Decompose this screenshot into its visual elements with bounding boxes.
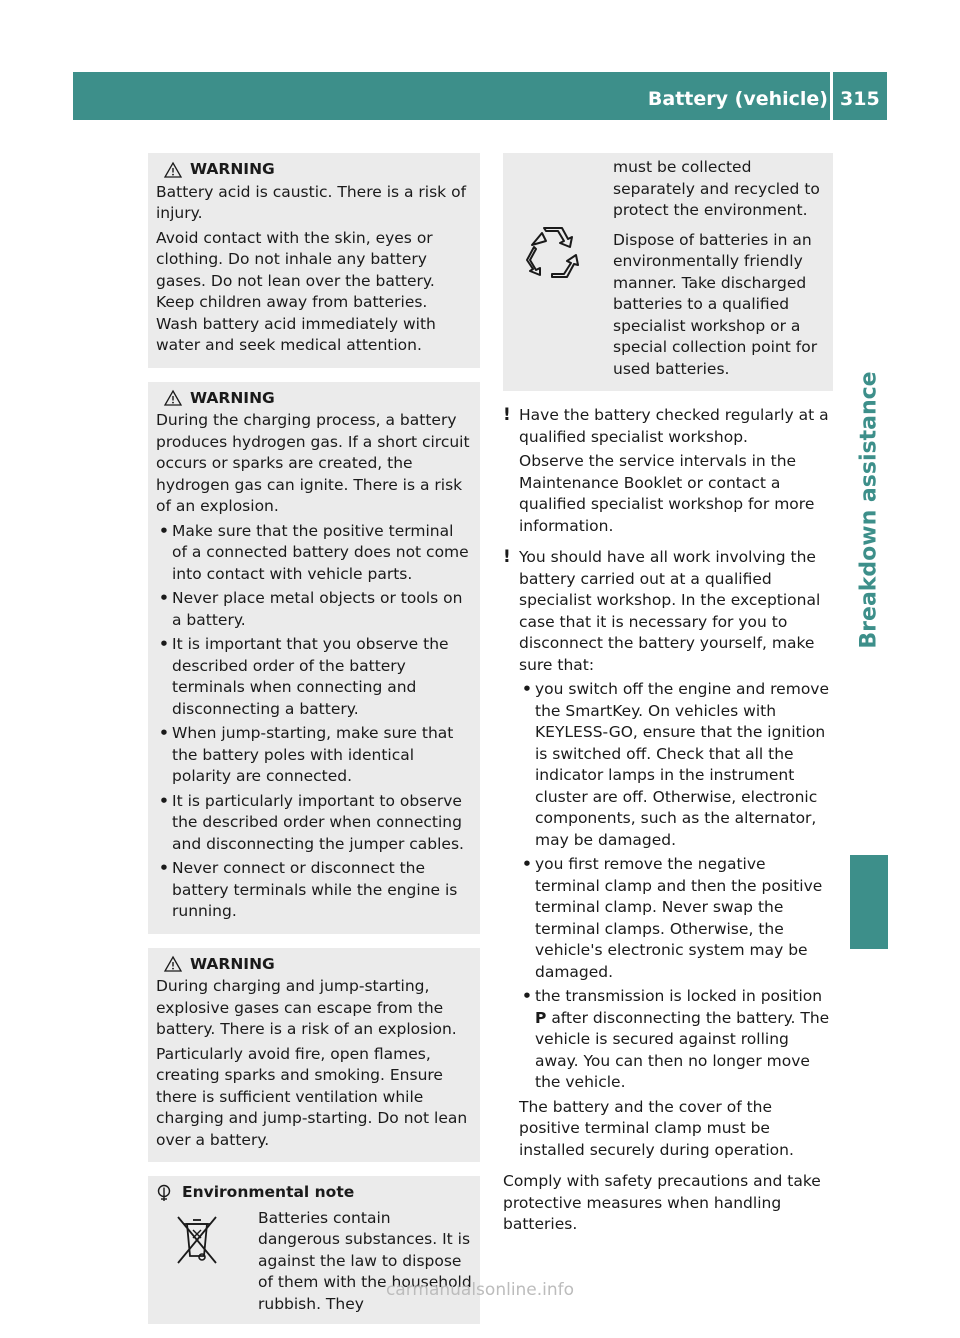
warning-heading bbox=[156, 159, 472, 181]
environmental-note-text: Batteries contain dangerous substances. It is against the law to dispose of them with the household rubbish. They bbox=[258, 1208, 472, 1313]
caution-exclamation-icon: ! bbox=[503, 405, 511, 425]
page-number: 315 bbox=[840, 88, 880, 110]
environmental-note-text: Dispose of batteries in an environmentally friendly manner. Take discharged batteries to a qualified specialist workshop or a special collection point for used batteries. bbox=[613, 230, 818, 378]
warning-text: During the charging process, a battery produces hydrogen gas. If a short circuit occurs or sparks are created, the hydrogen gas can ignite. There is a risk of an explosion. bbox=[156, 411, 470, 515]
list-item: • you first remove the negative terminal clamp and then the positive terminal clamp. Never swap the terminal clamps. Otherwise, the vehicle's electronic system may be damaged. bbox=[519, 854, 833, 983]
warning-box-hydrogen bbox=[148, 382, 480, 934]
environmental-note-heading bbox=[156, 1182, 472, 1204]
warning-triangle-icon bbox=[164, 162, 182, 178]
list-item: • Make sure that the positive terminal of a connected battery does not come into contact with vehicle parts. bbox=[156, 521, 472, 586]
warning-label: WARNING bbox=[190, 954, 275, 973]
note-text: The battery and the cover of the positive terminal clamp must be installed securely during operation. bbox=[519, 1097, 794, 1159]
list-item: • you switch off the engine and remove the SmartKey. On vehicles with KEYLESS-GO, ensure that the ignition is switched off. Check that all the indicator lamps in the instrument cluster are off. Otherwise, electronic components, such as the alternator, may be damaged. bbox=[519, 679, 833, 851]
environmental-note-box-continued bbox=[503, 153, 833, 391]
environmental-note-label: Environmental note bbox=[182, 1183, 355, 1201]
leaf-bulb-icon bbox=[156, 1184, 172, 1202]
list-item: • It is particularly important to observe the described order when connecting and disconnecting the jumper cables. bbox=[156, 791, 472, 856]
right-column bbox=[503, 153, 833, 1239]
environmental-note-text: must be collected separately and recycled to protect the environment. bbox=[613, 158, 820, 219]
note-battery-disconnect bbox=[503, 547, 833, 1161]
recycling-icon bbox=[524, 223, 580, 279]
note-battery-check bbox=[503, 405, 833, 537]
warning-triangle-icon bbox=[164, 956, 182, 972]
section-side-label: Breakdown assistance bbox=[856, 371, 882, 649]
list-item: • Never connect or disconnect the battery terminals while the engine is running. bbox=[156, 858, 472, 923]
crossed-bin-icon bbox=[175, 1214, 219, 1266]
section-side-tab bbox=[850, 290, 888, 730]
list-item bbox=[519, 986, 833, 1094]
closing-paragraph: Comply with safety precautions and take protective measures when handling batteries. bbox=[503, 1172, 821, 1233]
left-column bbox=[148, 153, 480, 1338]
warning-triangle-icon bbox=[164, 390, 182, 406]
side-tab-marker bbox=[850, 855, 888, 949]
footer-watermark: carmanualsonline.info bbox=[385, 1280, 575, 1300]
note-bullet-list bbox=[519, 679, 833, 1094]
warning-text: During charging and jump-starting, explosive gases can escape from the battery. There is a risk of an explosion. bbox=[156, 977, 457, 1038]
gear-position-label: P bbox=[535, 1008, 547, 1027]
list-item: • When jump-starting, make sure that the battery poles with identical polarity are connected. bbox=[156, 723, 472, 788]
warning-bullet-list bbox=[156, 521, 472, 923]
note-text: Observe the service intervals in the Maintenance Booklet or contact a qualified specialist workshop for more information. bbox=[519, 452, 815, 535]
list-item-text: the transmission is locked in position bbox=[535, 987, 823, 1005]
note-text: Have the battery checked regularly at a qualified specialist workshop. bbox=[519, 406, 829, 446]
list-item: • Never place metal objects or tools on a battery. bbox=[156, 588, 472, 631]
warning-label: WARNING bbox=[190, 160, 275, 178]
warning-text: Avoid contact with the skin, eyes or clothing. Do not inhale any battery gases. Do not lean over the battery. Keep children away from batteries. Wash battery acid immediately with water and seek medical attention. bbox=[156, 228, 436, 354]
page-title: Battery (vehicle) bbox=[647, 88, 828, 110]
warning-heading bbox=[156, 388, 472, 410]
caution-exclamation-icon: ! bbox=[503, 547, 511, 567]
note-text: You should have all work involving the battery carried out at a qualified specialist workshop. In the exceptional case that it is necessary for you to disconnect the battery yourself, make sure that: bbox=[519, 548, 821, 674]
warning-box-acid bbox=[148, 153, 480, 368]
warning-text: Particularly avoid fire, open flames, creating sparks and smoking. Ensure there is sufficient ventilation while charging and jump-starting. Do not lean over a battery. bbox=[156, 1044, 468, 1149]
warning-text: Battery acid is caustic. There is a risk of injury. bbox=[156, 182, 467, 222]
list-item-text: after disconnecting the battery. The vehicle is secured against rolling away. You can then no longer move the vehicle. bbox=[535, 1008, 830, 1091]
header-separator bbox=[830, 72, 833, 120]
warning-label: WARNING bbox=[190, 388, 275, 407]
warning-box-explosion bbox=[148, 948, 480, 1163]
list-item: • It is important that you observe the described order of the battery terminals when connecting and disconnecting a battery. bbox=[156, 634, 472, 720]
warning-heading bbox=[156, 954, 472, 976]
